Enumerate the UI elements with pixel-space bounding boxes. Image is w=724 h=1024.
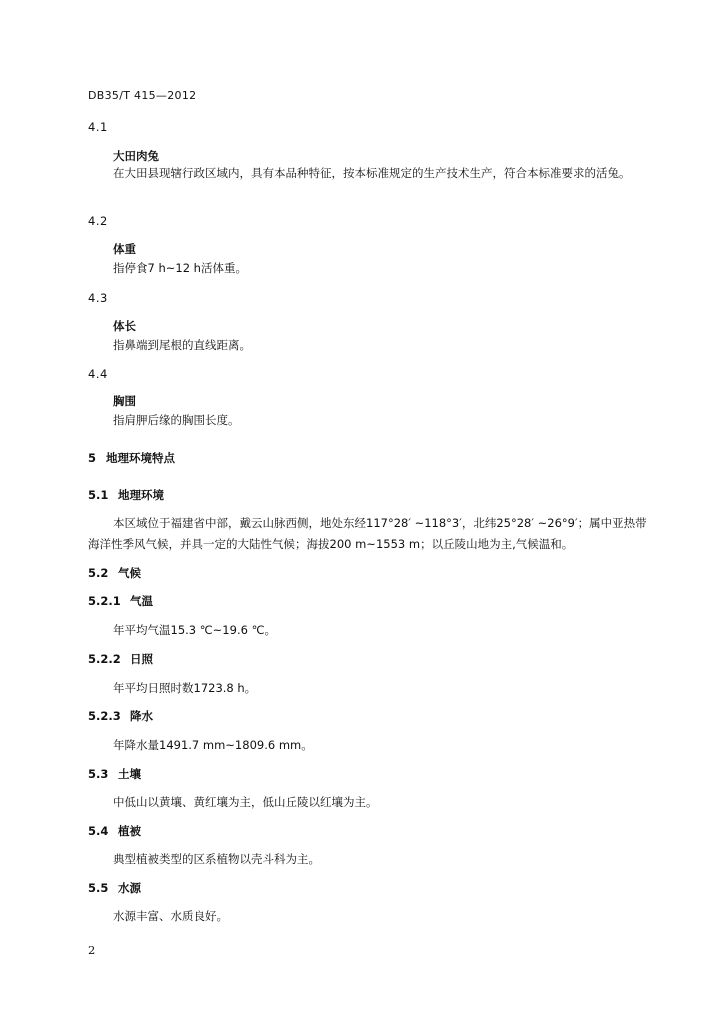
clause-number-4-3: 4.3 <box>88 291 108 305</box>
standard-code-header: DB35/T 415—2012 <box>88 89 197 102</box>
section-5-2-2-number: 5.2.2 <box>88 652 121 666</box>
section-5-2-1-body: 年平均气温15.3 ℃~19.6 ℃。 <box>113 623 276 637</box>
section-5-4-body: 典型植被类型的区系植物以壳斗科为主。 <box>113 852 320 866</box>
section-5-2-3-number: 5.2.3 <box>88 709 121 723</box>
section-5-2-2-title: 日照 <box>130 652 153 666</box>
term-4-3: 体长 <box>113 319 136 333</box>
section-5-4-number: 5.4 <box>88 824 109 838</box>
section-5-2-title: 气候 <box>118 566 141 580</box>
section-5-2-1-title: 气温 <box>130 594 153 608</box>
section-5-2-3-title: 降水 <box>130 709 153 723</box>
term-4-1: 大田肉兔 <box>113 149 159 163</box>
section-5-2-2-body: 年平均日照时数1723.8 h。 <box>113 681 257 695</box>
definition-4-2: 指停食7 h~12 h活体重。 <box>113 261 247 275</box>
clause-number-4-1: 4.1 <box>88 120 108 134</box>
section-5-5-title: 水源 <box>118 881 141 895</box>
definition-4-3: 指鼻端到尾根的直线距离。 <box>113 338 251 352</box>
section-5-4-title: 植被 <box>118 824 141 838</box>
clause-number-4-4: 4.4 <box>88 367 108 381</box>
page-number: 2 <box>88 943 96 957</box>
clause-number-4-2: 4.2 <box>88 214 108 228</box>
section-5-3-body: 中低山以黄壤、黄红壤为主，低山丘陵以红壤为主。 <box>113 795 378 809</box>
section-5-5-number: 5.5 <box>88 881 109 895</box>
section-5-1-body: 本区域位于福建省中部，戴云山脉西侧，地处东经117°28′ ~118°3′，北纬25°28′ ~26°9′；属中亚热带海洋性季风气候，并具一定的大陆性气候；海拔200 m~1553 m；以丘陵山地为主,气候温和。 <box>88 516 647 551</box>
section-5-3-title: 土壤 <box>118 767 141 781</box>
definition-4-1: 在大田县现辖行政区域内，具有本品种特征，按本标准规定的生产技术生产，符合本标准要求的活兔。 <box>113 166 631 180</box>
section-5-3-number: 5.3 <box>88 767 109 781</box>
section-5-title: 地理环境特点 <box>106 451 175 465</box>
section-5-1-number: 5.1 <box>88 488 109 502</box>
term-4-4: 胸围 <box>113 394 136 408</box>
section-5-5-body: 水源丰富、水质良好。 <box>113 909 228 923</box>
term-4-2: 体重 <box>113 242 136 256</box>
definition-4-4: 指肩胛后缘的胸围长度。 <box>113 413 240 427</box>
section-5-1-title: 地理环境 <box>118 488 164 502</box>
section-5-number: 5 <box>88 451 97 465</box>
section-5-2-number: 5.2 <box>88 566 109 580</box>
section-5-2-1-number: 5.2.1 <box>88 594 121 608</box>
section-5-2-3-body: 年降水量1491.7 mm~1809.6 mm。 <box>113 738 313 752</box>
